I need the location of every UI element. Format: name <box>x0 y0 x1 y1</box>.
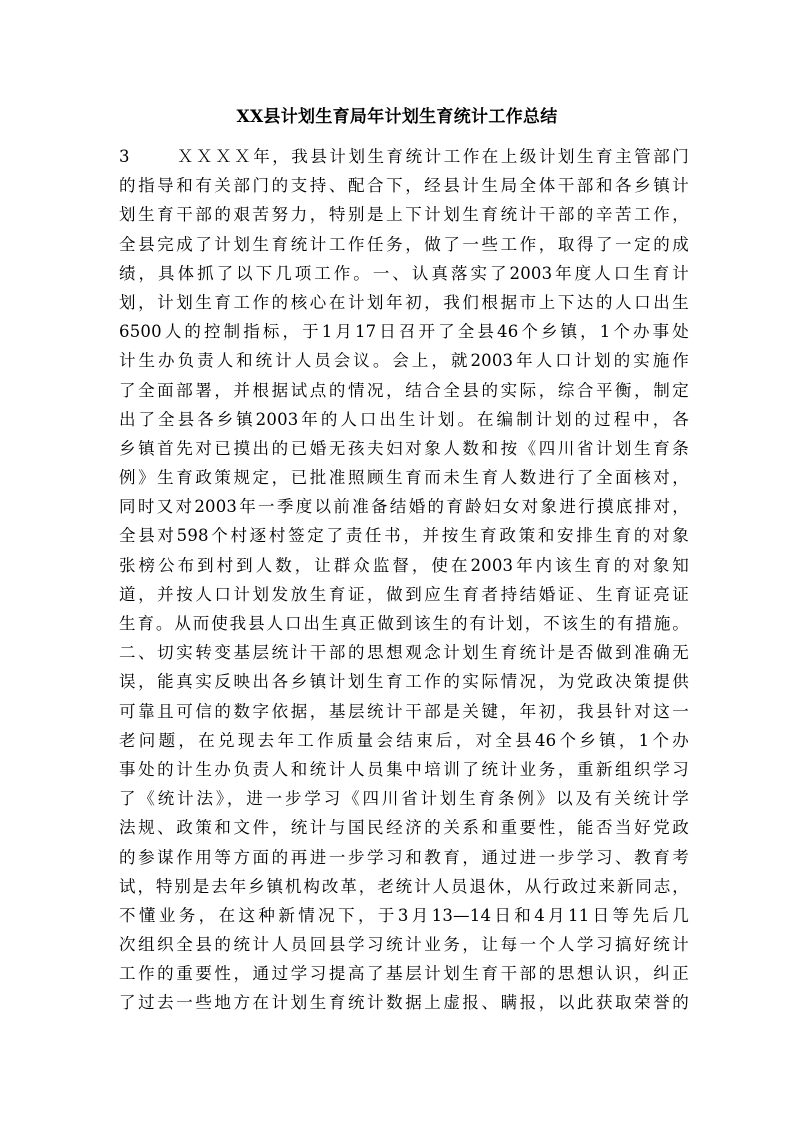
body-line: 老问题，在兑现去年工作质量会结束后，对全县46个乡镇，1个办 <box>119 730 689 750</box>
body-line: 事处的计生办负责人和统计人员集中培训了统计业务，重新组织学习 <box>119 759 689 779</box>
paragraph-first-line <box>119 142 689 171</box>
body-line: 工作的重要性，通过学习提高了基层计划生育干部的思想认识，纠正 <box>119 964 689 984</box>
body-line: 不懂业务，在这种新情况下，于3月13—14日和4月11日等先后几 <box>119 905 689 925</box>
body-line: 了全面部署，并根据试点的情况，结合全县的实际，综合平衡，制定 <box>119 380 689 400</box>
body-line: 试，特别是去年乡镇机构改革，老统计人员退休，从行政过来新同志， <box>119 876 689 896</box>
body-line: 张榜公布到村到人数，让群众监督，使在2003年内该生育的对象知 <box>119 555 689 575</box>
body-line: 误，能真实反映出各乡镇计划生育工作的实际情况，为党政决策提供 <box>119 672 689 692</box>
body-line: 可靠且可信的数字依据，基层统计干部是关键，年初，我县针对这一 <box>119 701 689 721</box>
body-line: 出了全县各乡镇2003年的人口出生计划。在编制计划的过程中，各 <box>119 409 689 429</box>
page-number: 3 <box>119 147 130 166</box>
body-line: 次组织全县的统计人员回县学习统计业务，让每一个人学习搞好统计 <box>119 935 689 955</box>
body-line: 例》生育政策规定，已批准照顾生育而未生育人数进行了全面核对， <box>119 468 689 488</box>
document-body <box>119 142 689 1018</box>
body-line: 划，计划生育工作的核心在计划年初，我们根据市上下达的人口出生 <box>119 292 689 312</box>
body-line: 全县完成了计划生育统计工作任务，做了一些工作，取得了一定的成 <box>119 234 689 254</box>
body-line: 绩，具体抓了以下几项工作。一、认真落实了2003年度人口生育计 <box>119 263 689 283</box>
body-line: ＸＸＸＸ年，我县计划生育统计工作在上级计划生育主管部门 <box>177 147 689 166</box>
body-line: 二、切实转变基层统计干部的思想观念计划生育统计是否做到准确无 <box>119 643 689 663</box>
body-line: 全县对598个村逐村签定了责任书，并按生育政策和安排生育的对象 <box>119 526 689 546</box>
body-line: 了过去一些地方在计划生育统计数据上虚报、瞒报，以此获取荣誉的 <box>119 993 689 1013</box>
body-line: 道，并按人口计划发放生育证，做到应生育者持结婚证、生育证亮证 <box>119 584 689 604</box>
body-line: 计生办负责人和统计人员会议。会上，就2003年人口计划的实施作 <box>119 351 689 371</box>
body-line: 生育。从而使我县人口出生真正做到该生的有计划，不该生的有措施。 <box>119 614 689 633</box>
body-line: 6500人的控制指标，于1月17日召开了全县46个乡镇，1个办事处 <box>119 322 689 342</box>
body-line: 乡镇首先对已摸出的已婚无孩夫妇对象人数和按《四川省计划生育条 <box>119 438 689 458</box>
document-title: XX县计划生育局年计划生育统计工作总结 <box>236 107 558 127</box>
body-line: 划生育干部的艰苦努力，特别是上下计划生育统计干部的辛苦工作， <box>119 205 689 225</box>
body-line: 了《统计法》，进一步学习《四川省计划生育条例》以及有关统计学 <box>119 789 689 809</box>
body-line: 同时又对2003年一季度以前准备结婚的育龄妇女对象进行摸底排对， <box>119 497 689 517</box>
body-line: 法规、政策和文件，统计与国民经济的关系和重要性，能否当好党政 <box>119 818 689 838</box>
body-line: 的指导和有关部门的支持、配合下，经县计生局全体干部和各乡镇计 <box>119 176 689 196</box>
body-line: 的参谋作用等方面的再进一步学习和教育，通过进一步学习、教育考 <box>119 847 689 867</box>
